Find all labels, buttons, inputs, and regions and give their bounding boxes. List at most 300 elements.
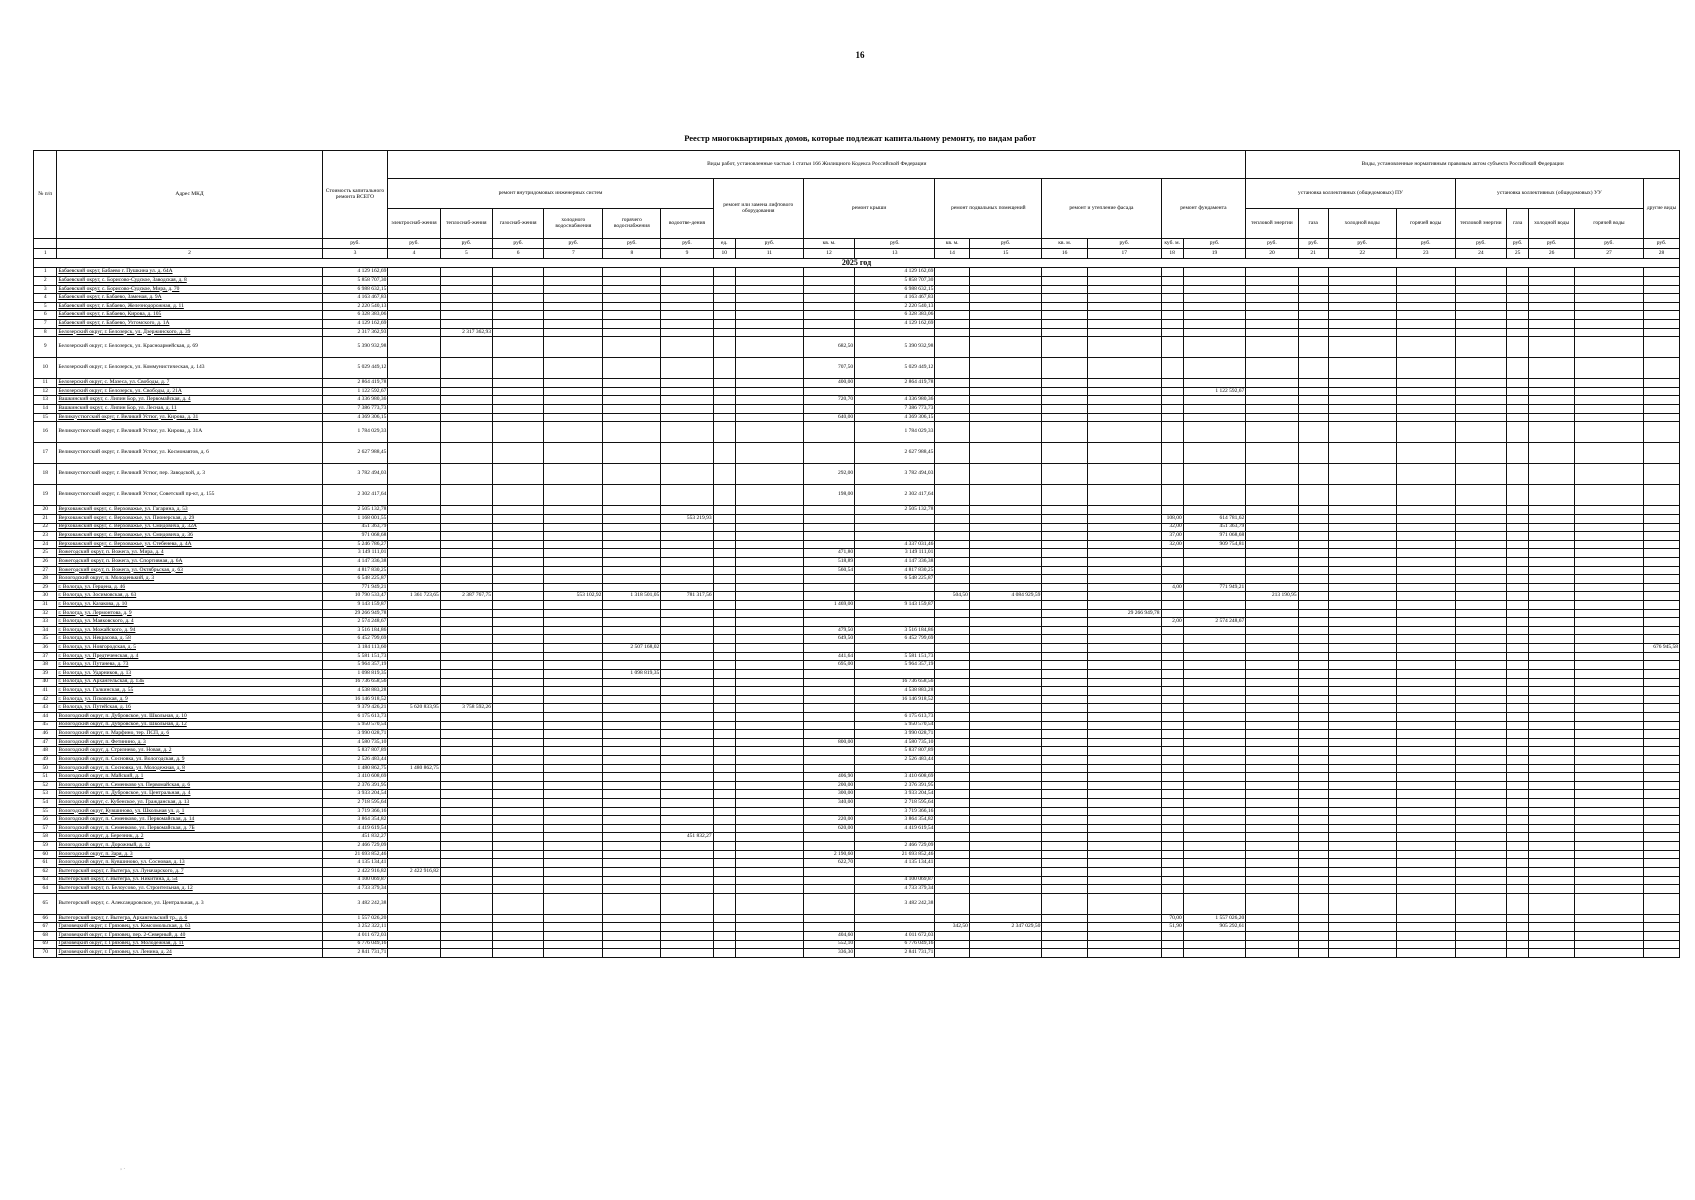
row-cell-col-11 (735, 601, 803, 610)
row-cell-col-13: 2 526 483,44 (855, 755, 935, 764)
row-cell-col-23 (1396, 669, 1455, 678)
row-number: 32 (34, 609, 57, 618)
row-cell-col-17 (1087, 931, 1161, 940)
row-total: 7 386 773,73 (322, 405, 388, 414)
row-cell-col-22 (1328, 738, 1396, 747)
row-cell-col-5: 2 387 767,75 (440, 592, 492, 601)
row-cell-col-24 (1455, 773, 1506, 782)
row-cell-col-28 (1644, 540, 1680, 549)
row-cell-col-27 (1574, 285, 1643, 294)
row-cell-col-11 (735, 712, 803, 721)
row-cell-col-17 (1087, 712, 1161, 721)
row-cell-col-14 (935, 320, 970, 329)
table-row (34, 833, 1680, 842)
row-cell-col-4 (388, 413, 440, 422)
row-cell-col-23 (1396, 532, 1455, 541)
row-cell-col-4 (388, 755, 440, 764)
row-address: Вожегодский округ, п. Вожега, ул. Октябрьская, д. 63 (57, 566, 322, 575)
table-row (34, 422, 1680, 443)
row-cell-col-27 (1574, 773, 1643, 782)
row-cell-col-28 (1644, 949, 1680, 958)
row-cell-col-19 (1183, 443, 1245, 464)
row-cell-col-10 (713, 443, 735, 464)
row-cell-col-19 (1183, 807, 1245, 816)
row-cell-col-12 (803, 311, 854, 320)
row-cell-col-13 (855, 328, 935, 337)
row-total: 771 949,21 (322, 583, 388, 592)
row-cell-col-12 (803, 712, 854, 721)
row-cell-col-7 (544, 549, 603, 558)
row-cell-col-17 (1087, 514, 1161, 523)
row-cell-col-24 (1455, 618, 1506, 627)
row-cell-col-5 (440, 644, 492, 653)
row-cell-col-28 (1644, 678, 1680, 687)
row-cell-col-9 (661, 311, 713, 320)
row-cell-col-20 (1246, 311, 1298, 320)
row-number: 61 (34, 859, 57, 868)
row-address: Вологодский округ, п. Молоденький, д. 3 (57, 575, 322, 584)
row-cell-col-7 (544, 506, 603, 515)
table-row (34, 635, 1680, 644)
row-cell-col-7 (544, 755, 603, 764)
row-cell-col-8 (603, 661, 661, 670)
row-cell-col-18 (1161, 669, 1183, 678)
row-cell-col-14 (935, 764, 970, 773)
row-cell-col-23 (1396, 294, 1455, 303)
row-cell-col-27 (1574, 635, 1643, 644)
row-cell-col-8: 1 098 819,35 (603, 669, 661, 678)
row-cell-col-4 (388, 824, 440, 833)
row-cell-col-7 (544, 443, 603, 464)
row-cell-col-11 (735, 669, 803, 678)
row-cell-col-18 (1161, 566, 1183, 575)
row-address: Вашкинский округ, с. Липин Бор, ул. Первомайская, д. 4 (57, 396, 322, 405)
row-cell-col-9 (661, 358, 713, 379)
row-cell-col-15 (969, 799, 1041, 808)
table-row (34, 277, 1680, 286)
row-cell-col-21 (1298, 923, 1328, 932)
row-number: 67 (34, 923, 57, 932)
row-total: 2 302 417,64 (322, 485, 388, 506)
row-cell-col-11 (735, 549, 803, 558)
row-cell-col-28 (1644, 652, 1680, 661)
row-cell-col-19 (1183, 816, 1245, 825)
unit-cell: руб. (603, 239, 661, 249)
row-cell-col-13: 2 627 988,45 (855, 443, 935, 464)
row-cell-col-26 (1529, 379, 1575, 388)
row-cell-col-27 (1574, 532, 1643, 541)
row-cell-col-25 (1506, 294, 1528, 303)
row-cell-col-12 (803, 443, 854, 464)
row-cell-col-9 (661, 443, 713, 464)
row-number: 70 (34, 949, 57, 958)
row-cell-col-4 (388, 790, 440, 799)
row-cell-col-7 (544, 867, 603, 876)
row-cell-col-5 (440, 678, 492, 687)
row-address: Верховажский округ, с. Верховажье, ул. Смидовича, д. 32А (57, 523, 322, 532)
row-cell-col-25 (1506, 514, 1528, 523)
row-cell-col-22 (1328, 893, 1396, 914)
row-number: 18 (34, 464, 57, 485)
row-cell-col-11 (735, 738, 803, 747)
row-cell-col-11 (735, 799, 803, 808)
table-row (34, 302, 1680, 311)
row-cell-col-4 (388, 485, 440, 506)
row-cell-col-12: 200,00 (803, 781, 854, 790)
row-cell-col-28 (1644, 405, 1680, 414)
row-cell-col-22 (1328, 773, 1396, 782)
row-total: 2 627 988,45 (322, 443, 388, 464)
row-cell-col-4 (388, 923, 440, 932)
row-cell-col-9 (661, 764, 713, 773)
row-cell-col-24 (1455, 635, 1506, 644)
row-cell-col-5 (440, 876, 492, 885)
row-cell-col-13: 4 733 379,34 (855, 885, 935, 894)
row-cell-col-4 (388, 464, 440, 485)
table-row (34, 842, 1680, 851)
row-cell-col-9 (661, 609, 713, 618)
row-cell-col-10 (713, 540, 735, 549)
unit-cell: руб. (1246, 239, 1298, 249)
row-cell-col-5 (440, 618, 492, 627)
row-cell-col-17 (1087, 721, 1161, 730)
row-cell-col-27 (1574, 669, 1643, 678)
header-other: другие виды (1644, 179, 1680, 239)
row-number: 25 (34, 549, 57, 558)
row-cell-col-10 (713, 514, 735, 523)
row-cell-col-20 (1246, 799, 1298, 808)
row-cell-col-13: 5 950 570,54 (855, 721, 935, 730)
row-cell-col-11 (735, 914, 803, 923)
row-cell-col-7 (544, 523, 603, 532)
row-cell-col-12: 800,00 (803, 738, 854, 747)
row-cell-col-15 (969, 773, 1041, 782)
row-cell-col-15 (969, 443, 1041, 464)
row-cell-col-16 (1042, 940, 1088, 949)
row-cell-col-6 (493, 773, 544, 782)
row-cell-col-18 (1161, 867, 1183, 876)
header-eng-col: холодного водоснабжения (544, 209, 603, 239)
row-cell-col-23 (1396, 464, 1455, 485)
row-cell-col-16 (1042, 443, 1088, 464)
row-cell-col-21 (1298, 396, 1328, 405)
row-cell-col-11 (735, 652, 803, 661)
row-cell-col-20 (1246, 644, 1298, 653)
row-cell-col-8 (603, 514, 661, 523)
row-cell-col-20 (1246, 695, 1298, 704)
row-cell-col-12: 400,00 (803, 379, 854, 388)
row-cell-col-28 (1644, 799, 1680, 808)
row-cell-col-22 (1328, 931, 1396, 940)
row-cell-col-6 (493, 294, 544, 303)
row-cell-col-11 (735, 387, 803, 396)
row-address: Белозерский округ, г. Белозерск, ул. Дзержинского, д. 39 (57, 328, 322, 337)
row-cell-col-15 (969, 704, 1041, 713)
row-cell-col-19 (1183, 940, 1245, 949)
row-cell-col-25 (1506, 557, 1528, 566)
row-total: 3 516 184,86 (322, 626, 388, 635)
row-cell-col-23 (1396, 678, 1455, 687)
row-cell-col-28 (1644, 485, 1680, 506)
row-cell-col-13: 4 336 980,36 (855, 396, 935, 405)
row-cell-col-19: 1 557 026,20 (1183, 914, 1245, 923)
row-cell-col-9 (661, 669, 713, 678)
row-cell-col-21 (1298, 695, 1328, 704)
row-cell-col-5 (440, 923, 492, 932)
row-cell-col-19 (1183, 379, 1245, 388)
row-cell-col-9 (661, 268, 713, 277)
row-cell-col-11 (735, 730, 803, 739)
row-cell-col-15 (969, 833, 1041, 842)
row-cell-col-18 (1161, 396, 1183, 405)
row-cell-col-15 (969, 669, 1041, 678)
row-cell-col-21 (1298, 337, 1328, 358)
row-cell-col-25 (1506, 506, 1528, 515)
row-cell-col-6 (493, 540, 544, 549)
row-cell-col-28 (1644, 721, 1680, 730)
table-row (34, 464, 1680, 485)
row-cell-col-8 (603, 635, 661, 644)
row-cell-col-18: 108,00 (1161, 514, 1183, 523)
row-cell-col-10 (713, 583, 735, 592)
row-cell-col-13: 2 220 540,13 (855, 302, 935, 311)
row-address: г. Вологда, ул. Путанева, д. 73 (57, 661, 322, 670)
row-total: 3 410 608,69 (322, 773, 388, 782)
row-cell-col-4 (388, 914, 440, 923)
row-cell-col-8 (603, 540, 661, 549)
row-cell-col-25 (1506, 523, 1528, 532)
row-cell-col-9: 451 832,27 (661, 833, 713, 842)
row-cell-col-15 (969, 730, 1041, 739)
row-cell-col-28 (1644, 859, 1680, 868)
row-cell-col-5 (440, 268, 492, 277)
column-number: 9 (661, 249, 713, 259)
row-cell-col-27 (1574, 566, 1643, 575)
row-cell-col-17 (1087, 885, 1161, 894)
row-cell-col-7 (544, 320, 603, 329)
row-cell-col-9 (661, 949, 713, 958)
row-cell-col-6 (493, 609, 544, 618)
row-cell-col-13 (855, 592, 935, 601)
row-cell-col-12 (803, 867, 854, 876)
row-cell-col-12: 1 469,00 (803, 601, 854, 610)
row-cell-col-13: 16 736 658,56 (855, 678, 935, 687)
row-cell-col-22 (1328, 661, 1396, 670)
row-cell-col-27 (1574, 824, 1643, 833)
row-cell-col-6 (493, 396, 544, 405)
row-cell-col-11 (735, 931, 803, 940)
row-cell-col-8 (603, 337, 661, 358)
row-cell-col-9 (661, 566, 713, 575)
row-cell-col-16 (1042, 626, 1088, 635)
row-cell-col-5 (440, 816, 492, 825)
row-cell-col-20 (1246, 755, 1298, 764)
row-cell-col-10 (713, 626, 735, 635)
row-cell-col-23 (1396, 523, 1455, 532)
row-cell-col-7 (544, 687, 603, 696)
row-cell-col-8 (603, 443, 661, 464)
row-cell-col-19: 614 781,62 (1183, 514, 1245, 523)
row-cell-col-24 (1455, 807, 1506, 816)
row-cell-col-27 (1574, 876, 1643, 885)
row-cell-col-6 (493, 575, 544, 584)
row-cell-col-28 (1644, 773, 1680, 782)
row-cell-col-17 (1087, 506, 1161, 515)
row-cell-col-24 (1455, 859, 1506, 868)
row-total: 6 328 383,06 (322, 311, 388, 320)
row-cell-col-5 (440, 773, 492, 782)
row-cell-col-18 (1161, 268, 1183, 277)
row-total: 4 147 336,38 (322, 557, 388, 566)
row-cell-col-10 (713, 320, 735, 329)
row-total: 1 098 819,35 (322, 669, 388, 678)
row-cell-col-25 (1506, 644, 1528, 653)
row-cell-col-20 (1246, 824, 1298, 833)
row-cell-col-6 (493, 358, 544, 379)
row-cell-col-16 (1042, 721, 1088, 730)
row-cell-col-16 (1042, 669, 1088, 678)
row-cell-col-11 (735, 635, 803, 644)
row-cell-col-24 (1455, 914, 1506, 923)
row-cell-col-4 (388, 712, 440, 721)
row-total: 6 548 225,87 (322, 575, 388, 584)
row-cell-col-24 (1455, 764, 1506, 773)
row-cell-col-22 (1328, 626, 1396, 635)
row-cell-col-24 (1455, 661, 1506, 670)
row-address: Вологодский округ, п. Сосновка, ул. Вологодская, д. 9 (57, 755, 322, 764)
row-cell-col-18 (1161, 833, 1183, 842)
row-address: Верховажский округ, с. Верховажье, ул. Гагарина, д. 53 (57, 506, 322, 515)
row-cell-col-18 (1161, 422, 1183, 443)
row-cell-col-5 (440, 443, 492, 464)
row-cell-col-18 (1161, 549, 1183, 558)
row-cell-col-13: 3 410 608,69 (855, 773, 935, 782)
row-cell-col-26 (1529, 876, 1575, 885)
row-cell-col-9 (661, 464, 713, 485)
row-cell-col-17 (1087, 294, 1161, 303)
row-cell-col-13: 3 864 354,82 (855, 816, 935, 825)
row-cell-col-7 (544, 799, 603, 808)
row-total: 2 376 391,95 (322, 781, 388, 790)
unit-cell (57, 239, 322, 249)
row-cell-col-26 (1529, 704, 1575, 713)
row-cell-col-13: 3 149 111,01 (855, 549, 935, 558)
row-cell-col-10 (713, 337, 735, 358)
row-cell-col-10 (713, 661, 735, 670)
row-cell-col-16 (1042, 549, 1088, 558)
row-cell-col-9 (661, 850, 713, 859)
row-cell-col-27 (1574, 695, 1643, 704)
row-cell-col-12: 404,60 (803, 931, 854, 940)
row-cell-col-18 (1161, 485, 1183, 506)
row-cell-col-19 (1183, 824, 1245, 833)
row-cell-col-12 (803, 842, 854, 851)
row-number: 5 (34, 302, 57, 311)
row-address: Бабаевский округ, г. Бабаево, Ухтомского, д. 1А (57, 320, 322, 329)
row-cell-col-9 (661, 413, 713, 422)
row-cell-col-10 (713, 277, 735, 286)
row-cell-col-11 (735, 695, 803, 704)
row-cell-col-28 (1644, 464, 1680, 485)
row-cell-col-20 (1246, 601, 1298, 610)
row-cell-col-10 (713, 635, 735, 644)
row-number: 20 (34, 506, 57, 515)
row-cell-col-10 (713, 413, 735, 422)
row-cell-col-14 (935, 816, 970, 825)
row-cell-col-11 (735, 337, 803, 358)
table-row (34, 876, 1680, 885)
row-cell-col-4 (388, 523, 440, 532)
row-cell-col-13: 4 129 162,69 (855, 268, 935, 277)
row-cell-col-18 (1161, 704, 1183, 713)
row-cell-col-25 (1506, 413, 1528, 422)
row-total: 2 574 248,67 (322, 618, 388, 627)
row-cell-col-8 (603, 730, 661, 739)
row-cell-col-13: 2 302 417,64 (855, 485, 935, 506)
row-cell-col-27 (1574, 413, 1643, 422)
year-row (34, 259, 1680, 268)
row-cell-col-27 (1574, 618, 1643, 627)
row-cell-col-27 (1574, 914, 1643, 923)
row-cell-col-25 (1506, 923, 1528, 932)
row-cell-col-5 (440, 277, 492, 286)
row-cell-col-26 (1529, 413, 1575, 422)
row-cell-col-24 (1455, 601, 1506, 610)
row-cell-col-8 (603, 781, 661, 790)
row-cell-col-11 (735, 816, 803, 825)
row-cell-col-6 (493, 885, 544, 894)
row-cell-col-6 (493, 618, 544, 627)
row-cell-col-25 (1506, 358, 1528, 379)
row-total: 2 718 595,64 (322, 799, 388, 808)
row-address: Вологодский округ, п. Дорожный, д. 12 (57, 842, 322, 851)
row-cell-col-22 (1328, 514, 1396, 523)
row-cell-col-17 (1087, 464, 1161, 485)
row-number: 17 (34, 443, 57, 464)
row-cell-col-7 (544, 514, 603, 523)
row-cell-col-20 (1246, 687, 1298, 696)
table-row (34, 931, 1680, 940)
row-cell-col-19 (1183, 635, 1245, 644)
row-cell-col-21 (1298, 669, 1328, 678)
row-cell-col-23 (1396, 485, 1455, 506)
row-cell-col-16 (1042, 609, 1088, 618)
row-cell-col-11 (735, 320, 803, 329)
row-cell-col-8 (603, 557, 661, 566)
row-cell-col-18 (1161, 311, 1183, 320)
row-cell-col-23 (1396, 730, 1455, 739)
row-cell-col-27 (1574, 443, 1643, 464)
row-cell-col-5 (440, 413, 492, 422)
row-cell-col-10 (713, 575, 735, 584)
row-cell-col-28 (1644, 609, 1680, 618)
row-number: 4 (34, 294, 57, 303)
row-cell-col-6 (493, 464, 544, 485)
row-cell-col-16 (1042, 387, 1088, 396)
row-cell-col-4 (388, 532, 440, 541)
row-cell-col-26 (1529, 506, 1575, 515)
row-cell-col-25 (1506, 626, 1528, 635)
table-row (34, 949, 1680, 958)
row-cell-col-9 (661, 328, 713, 337)
row-cell-col-28 (1644, 618, 1680, 627)
row-cell-col-18 (1161, 738, 1183, 747)
row-cell-col-21 (1298, 566, 1328, 575)
row-cell-col-12: 720,70 (803, 396, 854, 405)
row-cell-col-17 (1087, 669, 1161, 678)
row-cell-col-5 (440, 294, 492, 303)
row-cell-col-12 (803, 721, 854, 730)
